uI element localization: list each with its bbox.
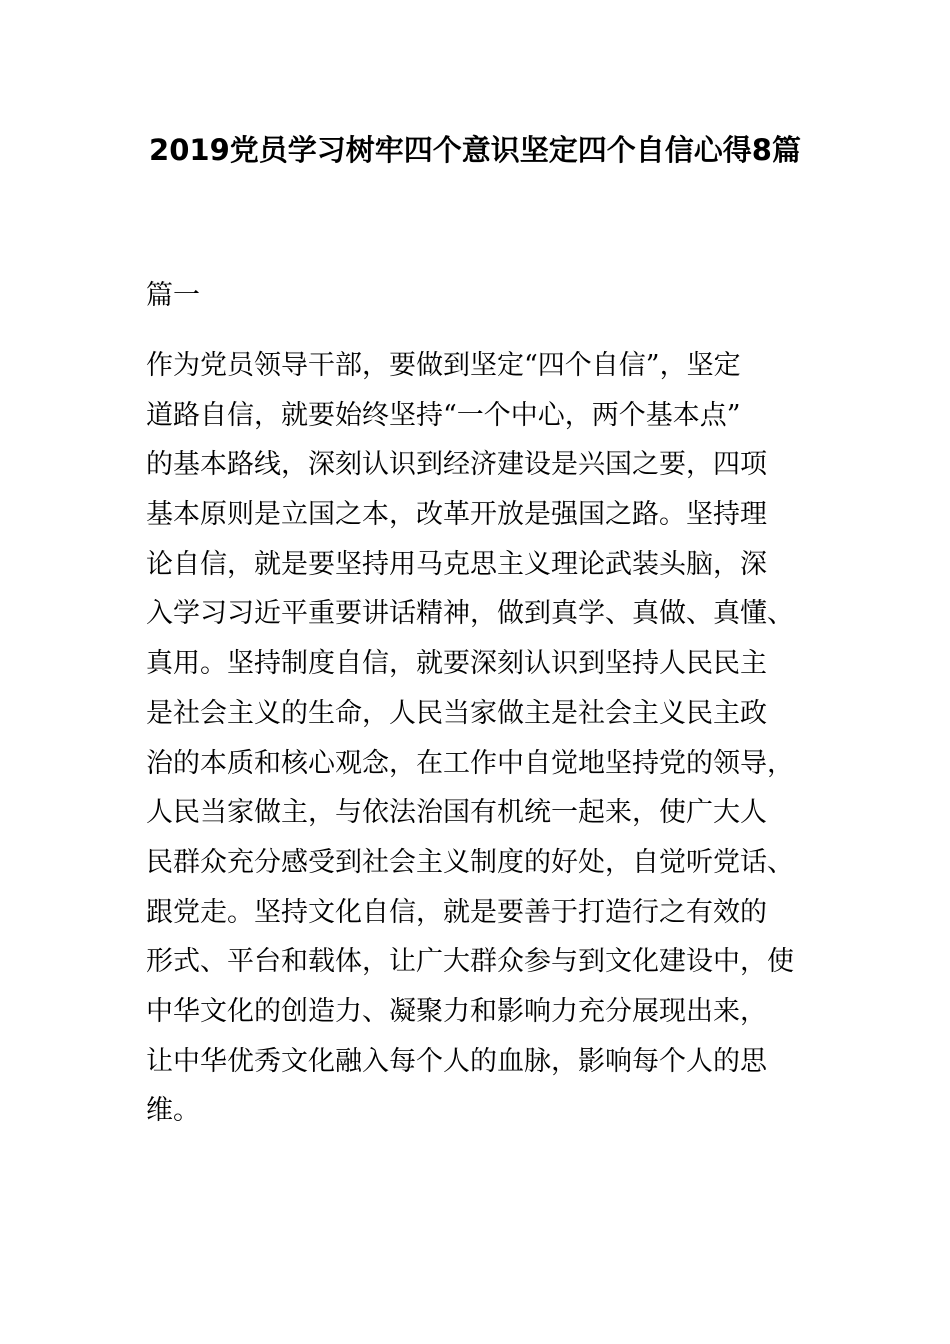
paragraph-line: 民群众充分感受到社会主义制度的好处，自觉听党话、 xyxy=(146,846,794,878)
body-paragraph xyxy=(146,341,836,1136)
paragraph-line: 真用。坚持制度自信，就要深刻认识到坚持人民民主 xyxy=(146,648,767,680)
paragraph-line: 人民当家做主，与依法治国有机统一起来，使广大人 xyxy=(146,797,767,829)
document-title: 2019党员学习树牢四个意识坚定四个自信心得8篇 xyxy=(149,133,801,167)
paragraph-line: 跟党走。坚持文化自信，就是要善于打造行之有效的 xyxy=(146,896,767,928)
paragraph-line: 论自信，就是要坚持用马克思主义理论武装头脑，深 xyxy=(146,548,767,580)
paragraph-line: 治的本质和核心观念，在工作中自觉地坚持党的领导， xyxy=(146,747,794,779)
paragraph-line: 的基本路线，深刻认识到经济建设是兴国之要，四项 xyxy=(146,449,767,481)
section-heading: 篇一 xyxy=(146,280,200,311)
paragraph-line: 形式、平台和载体，让广大群众参与到文化建设中，使 xyxy=(146,946,794,978)
paragraph-line: 让中华优秀文化融入每个人的血脉，影响每个人的思 xyxy=(146,1045,767,1077)
paragraph-line: 中华文化的创造力、凝聚力和影响力充分展现出来， xyxy=(146,995,767,1027)
paragraph-line: 作为党员领导干部，要做到坚定“四个自信”，坚定 xyxy=(146,350,741,381)
paragraph-line: 是社会主义的生命，人民当家做主是社会主义民主政 xyxy=(146,697,767,729)
paragraph-line: 基本原则是立国之本，改革开放是强国之路。坚持理 xyxy=(146,499,767,531)
paragraph-line: 入学习习近平重要讲话精神，做到真学、真做、真懂、 xyxy=(146,598,794,630)
paragraph-line: 维。 xyxy=(146,1095,200,1127)
paragraph-line: 道路自信，就要始终坚持“一个中心，两个基本点” xyxy=(146,399,741,431)
